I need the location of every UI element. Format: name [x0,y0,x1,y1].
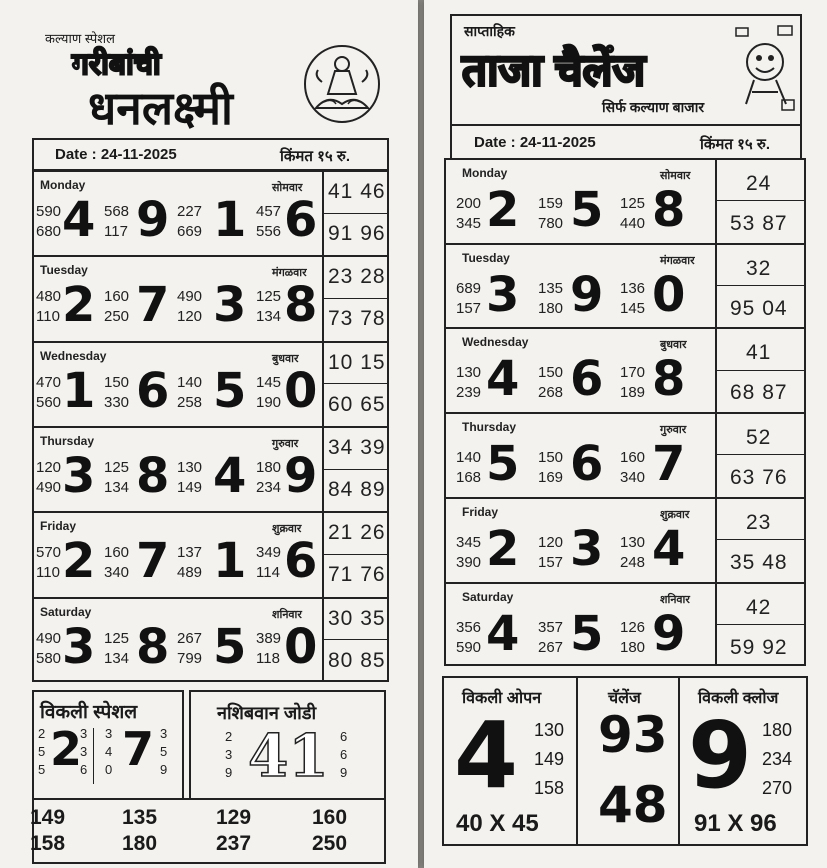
weekly-close-title: विकली क्लोज [698,690,779,707]
panna-bottom: 580 [36,650,62,667]
left-jodi-bottom: 60 65 [328,393,386,416]
left-title-line2: धनलक्ष्मी [88,82,233,134]
panna-top: 150 [538,449,564,466]
right-panna [538,618,563,658]
left-jodi-mid [322,298,389,299]
panna-bottom: 560 [36,394,62,411]
right-row-divider [444,582,806,584]
panna-bottom: 118 [256,650,280,667]
panna-bottom: 180 [538,300,564,317]
mascot-icon [732,22,798,118]
left-panna [104,458,129,498]
left-row-divider [32,341,389,343]
footer-number: 129 [216,806,252,829]
ws-divider [93,728,94,784]
panna-bottom: 117 [104,223,128,240]
challenge-top: 93 [598,706,668,764]
left-jodi-mid [322,213,389,214]
lucky-jodi-right: 6 6 9 [340,729,348,780]
panna-top: 200 [456,195,482,212]
panna-top: 470 [36,374,62,391]
right-jodi-bottom: 68 87 [730,381,788,404]
left-digit: 8 [136,448,170,504]
right-jodi-top: 24 [746,172,772,195]
left-panna [177,373,202,413]
left-day-name: Saturday [40,605,92,619]
panna-bottom: 390 [456,554,482,571]
left-digit: 2 [62,533,96,589]
ws-digit2: 7 [122,722,155,776]
right-jodi-bottom: 35 48 [730,551,788,574]
left-panna [256,287,281,327]
left-digit: 6 [284,192,318,248]
left-digit: 9 [136,192,170,248]
right-digit: 2 [486,521,520,577]
left-panna [104,202,129,242]
left-digit: 4 [62,192,96,248]
right-jodi-mid [715,285,806,286]
right-digit: 5 [486,436,520,492]
right-panna [620,448,645,488]
left-panna [177,458,202,498]
panna-bottom: 134 [256,308,282,325]
left-jodi-top: 10 15 [328,351,386,374]
right-row-divider [444,243,806,245]
left-panna [36,629,61,669]
panna-bottom: 168 [456,469,482,486]
panna-bottom: 134 [104,479,130,496]
footer-number: 149 [30,806,66,829]
left-panna [177,287,202,327]
left-panna [36,458,61,498]
panna-top: 140 [456,449,482,466]
right-digit: 5 [570,182,604,238]
left-jodi-mid [322,639,389,640]
left-jodi-top: 41 46 [328,180,386,203]
panna-bottom: 114 [256,564,280,581]
left-panna [256,373,281,413]
footer-number: 160 [312,806,348,829]
right-panna [538,448,563,488]
right-panna [538,533,563,573]
weekly-open-digit: 4 [454,702,519,809]
footer-number: 237 [216,832,252,855]
left-day-marathi: सोमवार [272,182,303,194]
panna-bottom: 556 [256,223,282,240]
left-jodi-top: 30 35 [328,607,386,630]
right-digit: 0 [652,267,686,323]
panna-bottom: 340 [620,469,646,486]
right-panna [456,533,481,573]
panna-top: 568 [104,203,130,220]
right-panna [456,618,481,658]
left-jodi-top: 23 28 [328,265,386,288]
panna-top: 150 [104,374,130,391]
right-jodi-top: 52 [746,426,772,449]
left-panna [104,373,129,413]
right-jodi-mid [715,200,806,201]
lucky-jodi-number: 41 [248,722,329,790]
right-day-name: Friday [462,505,499,519]
left-day-name: Wednesday [40,349,107,363]
panna-top: 130 [177,459,203,476]
panna-top: 120 [538,534,564,551]
right-panna [456,363,481,403]
right-day-marathi: सोमवार [660,170,691,182]
panna-top: 389 [256,630,282,647]
left-digit: 5 [213,619,247,675]
right-day-marathi: मंगळवार [660,255,695,267]
left-digit: 3 [62,619,96,675]
panna-bottom: 340 [104,564,130,581]
left-row-divider [32,511,389,513]
left-row-divider [32,255,389,257]
lucky-jodi-left: 2 3 9 [225,729,233,780]
panna-bottom: 189 [620,384,646,401]
right-panna [620,363,645,403]
ws-col3: 3 4 0 [105,726,113,777]
panna-top: 689 [456,280,482,297]
panna-bottom: 250 [104,308,130,325]
left-digit: 0 [284,363,318,419]
left-jodi-bottom: 71 76 [328,563,386,586]
right-jodi-bottom: 53 87 [730,212,788,235]
panna-top: 135 [538,280,564,297]
panna-top: 357 [538,619,564,636]
panna-bottom: 330 [104,394,130,411]
panna-top: 490 [177,288,203,305]
left-jodi-top: 21 26 [328,521,386,544]
left-jodi-top: 34 39 [328,436,386,459]
left-date: Date : 24-11-2025 [55,146,177,163]
right-day-name: Wednesday [462,335,529,349]
right-day-name: Saturday [462,590,514,604]
panna-top: 356 [456,619,482,636]
weekly-open-nums: 130 149 158 [534,720,565,798]
panna-bottom: 780 [538,215,564,232]
panna-top: 125 [104,630,130,647]
right-panna [538,363,563,403]
right-jodi-mid [715,539,806,540]
left-digit: 9 [284,448,318,504]
panna-bottom: 590 [456,639,482,656]
left-jodi-bottom: 84 89 [328,478,386,501]
footer-number: 158 [30,832,66,855]
left-digit: 7 [136,533,170,589]
right-panna [620,618,645,658]
left-digit: 2 [62,277,96,333]
left-day-name: Tuesday [40,263,88,277]
right-digit: 4 [486,351,520,407]
weekly-special-title: विकली स्पेशल [40,702,138,723]
left-digit: 0 [284,619,318,675]
footer-number: 180 [122,832,158,855]
challenge-bottom: 48 [598,776,668,834]
panna-top: 125 [620,195,646,212]
right-jodi-top: 32 [746,257,772,280]
right-jodi-mid [715,454,806,455]
panna-top: 125 [256,288,282,305]
right-row-divider [444,497,806,499]
left-panna [36,202,61,242]
panna-bottom: 440 [620,215,646,232]
right-day-marathi: बुधवार [660,339,687,351]
right-digit: 3 [486,267,520,323]
right-jodi-bottom: 59 92 [730,636,788,659]
right-jodi-mid [715,624,806,625]
left-panna [177,202,202,242]
left-digit: 7 [136,277,170,333]
left-row-divider [32,426,389,428]
right-jodi-mid [715,370,806,371]
panna-top: 570 [36,544,62,561]
right-jodi-bottom: 63 76 [730,466,788,489]
panna-bottom: 248 [620,554,646,571]
left-panna [177,629,202,669]
panna-top: 130 [620,534,646,551]
panna-bottom: 134 [104,650,130,667]
left-day-name: Friday [40,519,77,533]
ws-col1: 2 5 5 [38,726,46,777]
panna-top: 160 [104,544,130,561]
panna-top: 130 [456,364,482,381]
left-digit: 5 [213,363,247,419]
left-panna [36,287,61,327]
right-panna [620,194,645,234]
left-day-name: Monday [40,178,86,192]
right-panna [456,194,481,234]
right-digit: 4 [652,521,686,577]
left-digit: 4 [213,448,247,504]
panna-bottom: 239 [456,384,482,401]
right-day-name: Monday [462,166,508,180]
left-digit: 8 [284,277,318,333]
left-panna [256,543,281,583]
panna-top: 126 [620,619,646,636]
left-day-name: Thursday [40,434,95,448]
left-panna [104,543,129,583]
right-jodi-top: 41 [746,341,772,364]
right-panna [456,279,481,319]
panna-top: 137 [177,544,203,561]
panna-bottom: 267 [538,639,564,656]
right-digit: 6 [570,436,604,492]
left-title-line1: गरीबांची [72,48,161,81]
right-digit: 7 [652,436,686,492]
panna-bottom: 345 [456,215,482,232]
left-day-marathi: गुरुवार [272,438,299,450]
left-digit: 3 [62,448,96,504]
right-price: किंमत १५ रु. [700,136,770,153]
panna-top: 345 [456,534,482,551]
right-panna [456,448,481,488]
left-jodi-bottom: 80 85 [328,649,386,672]
panna-top: 140 [177,374,203,391]
panna-top: 590 [36,203,62,220]
left-digit: 3 [213,277,247,333]
weekly-close-nums: 180 234 270 [762,720,793,798]
right-date: Date : 24-11-2025 [474,134,596,151]
panna-top: 136 [620,280,646,297]
ws-col2: 3 3 6 [80,726,88,777]
lakshmi-icon [302,42,382,124]
right-day-marathi: शनिवार [660,594,690,606]
left-jodi-mid [322,383,389,384]
panna-bottom: 680 [36,223,62,240]
left-digit: 8 [136,619,170,675]
right-day-marathi: गुरुवार [660,424,687,436]
weekly-open-title: विकली ओपन [462,690,542,707]
panna-bottom: 149 [177,479,203,496]
right-digit: 2 [486,182,520,238]
right-jodi-top: 23 [746,511,772,534]
lucky-jodi-title: नशिबवान जोडी [217,703,317,723]
right-panna [620,279,645,319]
panna-bottom: 258 [177,394,203,411]
panna-bottom: 169 [538,469,564,486]
weekly-open-pair: 40 X 45 [456,810,539,837]
right-digit: 5 [570,606,604,662]
panna-bottom: 490 [36,479,62,496]
panna-bottom: 110 [36,308,60,325]
panna-top: 160 [620,449,646,466]
footer-number: 250 [312,832,348,855]
left-panna [256,458,281,498]
challenge-title: चॅलेंज [608,690,641,707]
panna-bottom: 799 [177,650,203,667]
panna-bottom: 190 [256,394,282,411]
panna-top: 180 [256,459,282,476]
right-digit: 8 [652,182,686,238]
left-digit: 1 [213,533,247,589]
panna-bottom: 268 [538,384,564,401]
left-day-marathi: मंगळवार [272,267,307,279]
weekly-close-digit: 9 [688,702,753,809]
panna-top: 227 [177,203,203,220]
panna-bottom: 669 [177,223,203,240]
left-digit: 1 [62,363,96,419]
right-digit: 4 [486,606,520,662]
left-jodi-bottom: 91 96 [328,222,386,245]
right-chart-sheet [424,0,827,868]
panna-top: 120 [36,459,62,476]
ws-col4: 3 5 9 [160,726,168,777]
left-panna [36,373,61,413]
panna-bottom: 180 [620,639,646,656]
panna-top: 145 [256,374,282,391]
right-day-name: Thursday [462,420,517,434]
left-jodi-bottom: 73 78 [328,307,386,330]
panna-bottom: 110 [36,564,60,581]
panna-top: 159 [538,195,564,212]
right-subtitle: सिर्फ कल्याण बाजार [602,99,705,115]
left-digit: 6 [284,533,318,589]
left-panna [36,543,61,583]
left-panna [177,543,202,583]
right-panna [538,194,563,234]
ws-digit1: 2 [50,722,83,776]
left-day-marathi: बुधवार [272,353,299,365]
panna-top: 480 [36,288,62,305]
right-panna [620,533,645,573]
panna-top: 349 [256,544,282,561]
left-subtitle: कल्याण स्पेशल [45,31,115,46]
left-panna [256,629,281,669]
panna-top: 170 [620,364,646,381]
panna-top: 490 [36,630,62,647]
right-digit: 8 [652,351,686,407]
right-weekly-label: साप्ताहिक [464,23,515,39]
right-digit: 9 [570,267,604,323]
right-digit: 9 [652,606,686,662]
left-day-marathi: शुक्रवार [272,523,302,535]
right-jodi-top: 42 [746,596,772,619]
right-panna [538,279,563,319]
right-jodi-bottom: 95 04 [730,297,788,320]
right-day-name: Tuesday [462,251,510,265]
weekly-close-pair: 91 X 96 [694,810,777,837]
right-row-divider [444,327,806,329]
panna-top: 457 [256,203,282,220]
left-panna [104,287,129,327]
right-digit: 6 [570,351,604,407]
left-panna [256,202,281,242]
right-row-divider [444,412,806,414]
panna-bottom: 145 [620,300,646,317]
left-price: किंमत १५ रु. [280,148,350,165]
left-jodi-mid [322,554,389,555]
panna-bottom: 120 [177,308,203,325]
panna-bottom: 234 [256,479,282,496]
panna-bottom: 489 [177,564,203,581]
panna-top: 125 [104,459,130,476]
right-title: ताजा चैलेंज [462,46,646,95]
footer-number: 135 [122,806,158,829]
panna-top: 267 [177,630,203,647]
left-jodi-mid [322,469,389,470]
left-digit: 1 [213,192,247,248]
right-day-marathi: शुक्रवार [660,509,690,521]
left-day-marathi: शनिवार [272,609,302,621]
left-digit: 6 [136,363,170,419]
panna-bottom: 157 [538,554,564,571]
left-row-divider [32,597,389,599]
panna-top: 150 [538,364,564,381]
left-panna [104,629,129,669]
panna-top: 160 [104,288,130,305]
panna-bottom: 157 [456,300,482,317]
right-digit: 3 [570,521,604,577]
